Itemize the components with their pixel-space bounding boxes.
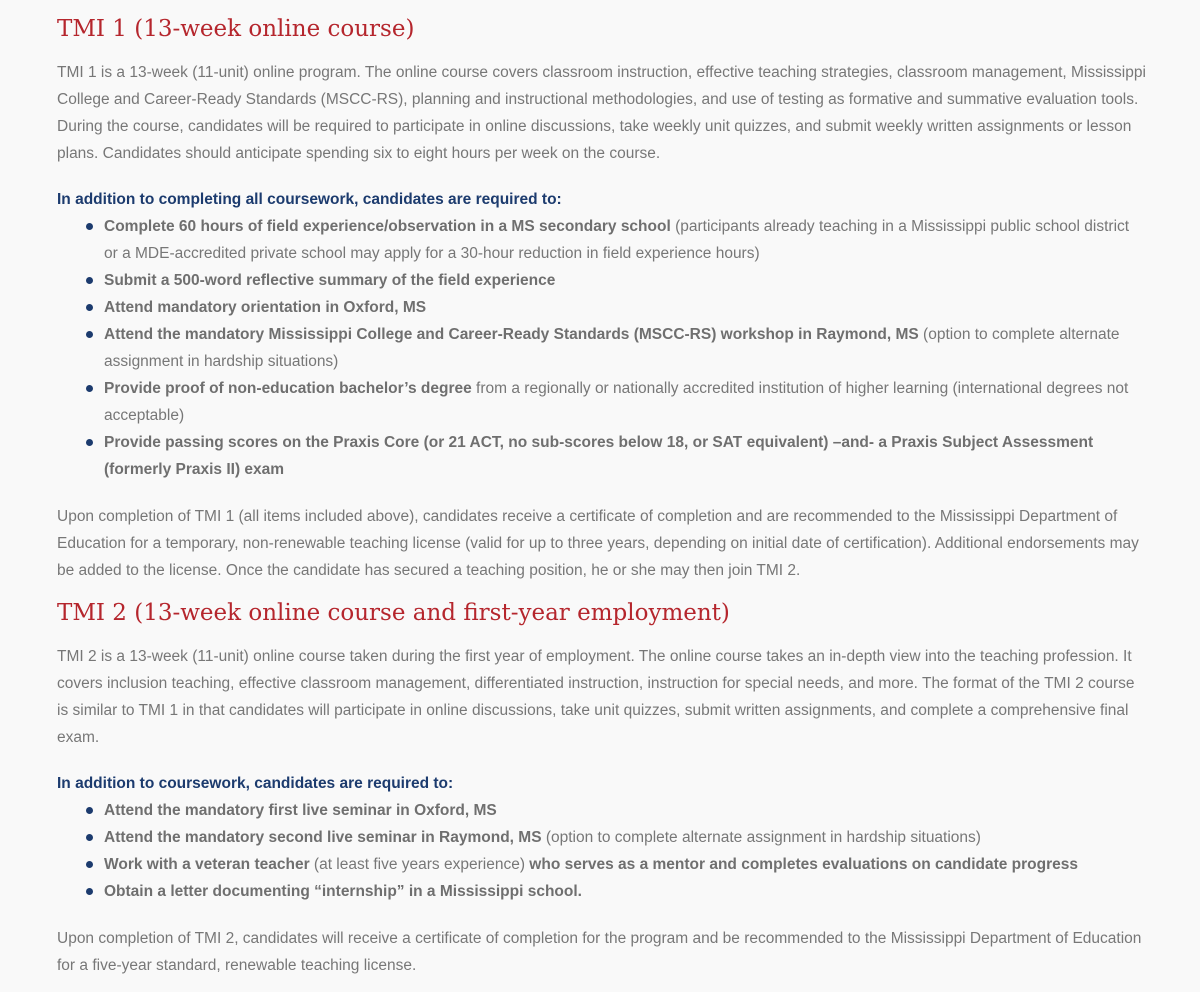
bullet-icon (86, 888, 93, 895)
list-item (104, 294, 1147, 321)
requirement-bold-text: Attend mandatory orientation in Oxford, MS (104, 299, 427, 316)
requirement-bold-text: Attend the mandatory second live seminar in Raymond, MS (104, 829, 542, 846)
requirement-bold-text: Obtain a letter documenting “internship” in a Mississippi school. (104, 883, 582, 900)
list-item (104, 267, 1147, 294)
bullet-icon (86, 277, 93, 284)
tmi1-completion: Upon completion of TMI 1 (all items included above), candidates receive a certificate of completion and are recommended to the Mississippi Department of Education for a temporary, non-renewable teaching license (valid for up to three years, depending on initial date of certification). Additional endorsements may be added to the license. Once the candidate has secured a teaching position, he or she may then join TMI 2. (57, 508, 1139, 579)
list-item (104, 429, 1147, 483)
requirement-bold-text: Complete 60 hours of field experience/observation in a MS secondary school (104, 218, 671, 235)
bullet-icon (86, 385, 93, 392)
list-item (104, 375, 1147, 429)
requirement-text: (option to complete alternate assignment in hardship situations) (104, 326, 1120, 370)
tmi1-requirements-heading: In addition to completing all coursework, candidates are required to: (57, 191, 562, 208)
requirement-bold-text: Attend the mandatory first live seminar in Oxford, MS (104, 802, 497, 819)
list-item (104, 878, 1147, 905)
tmi2-section (57, 598, 1147, 979)
bullet-icon (86, 331, 93, 338)
tmi2-requirements-list (57, 797, 1147, 905)
requirement-text: from a regionally or nationally accredited institution of higher learning (international degrees not acceptable) (104, 380, 1129, 424)
tmi2-completion: Upon completion of TMI 2, candidates will receive a certificate of completion for the program and be recommended to the Mississippi Department of Education for a five-year standard, renewable teaching license. (57, 930, 1142, 974)
requirement-bold-text: Provide proof of non-education bachelor’s degree (104, 380, 472, 397)
list-item (104, 851, 1147, 878)
bullet-icon (86, 223, 93, 230)
tmi2-requirements-heading: In addition to coursework, candidates are required to: (57, 775, 454, 792)
tmi1-requirements-list (57, 213, 1147, 483)
list-item (104, 213, 1147, 267)
bullet-icon (86, 861, 93, 868)
requirement-text: (participants already teaching in a Mississippi public school district or a MDE-accredited private school may apply for a 30-hour reduction in field experience hours) (104, 218, 1130, 262)
requirement-bold-text: who serves as a mentor and completes evaluations on candidate progress (529, 856, 1079, 873)
tmi1-intro: TMI 1 is a 13-week (11-unit) online program. The online course covers classroom instruction, effective teaching strategies, classroom management, Mississippi College and Career-Ready Standards (MSCC-RS), planning and instructional methodologies, and use of testing as formative and summative evaluation tools. During the course, candidates will be required to participate in online discussions, take weekly unit quizzes, and submit weekly written assignments or lesson plans. Candidates should anticipate spending six to eight hours per week on the course. (57, 64, 1146, 162)
bullet-icon (86, 304, 93, 311)
tmi2-title: TMI 2 (13-week online course and first-year employment) (57, 600, 730, 626)
tmi1-title: TMI 1 (13-week online course) (57, 16, 415, 42)
list-item (104, 321, 1147, 375)
tmi2-intro: TMI 2 is a 13-week (11-unit) online course taken during the first year of employment. The online course takes an in-depth view into the teaching profession. It covers inclusion teaching, effective classroom management, differentiated instruction, instruction for special needs, and more. The format of the TMI 2 course is similar to TMI 1 in that candidates will participate in online discussions, take unit quizzes, submit written assignments, and complete a comprehensive final exam. (57, 648, 1135, 746)
requirement-text: (option to complete alternate assignment in hardship situations) (541, 829, 981, 846)
requirement-bold-text: Submit a 500-word reflective summary of the field experience (104, 272, 556, 289)
requirement-bold-text: Work with a veteran teacher (104, 856, 310, 873)
bullet-icon (86, 439, 93, 446)
tmi1-section (57, 14, 1147, 584)
requirement-bold-text: Provide passing scores on the Praxis Core (or 21 ACT, no sub-scores below 18, or SAT equivalent) –and- a Praxis Subject Assessment (formerly Praxis II) exam (104, 434, 1094, 478)
list-item (104, 797, 1147, 824)
requirement-bold-text: Attend the mandatory Mississippi College and Career-Ready Standards (MSCC-RS) workshop in Raymond, MS (104, 326, 919, 343)
bullet-icon (86, 807, 93, 814)
bullet-icon (86, 834, 93, 841)
main-content (57, 0, 1147, 979)
list-item (104, 824, 1147, 851)
requirement-text: (at least five years experience) (309, 856, 530, 873)
